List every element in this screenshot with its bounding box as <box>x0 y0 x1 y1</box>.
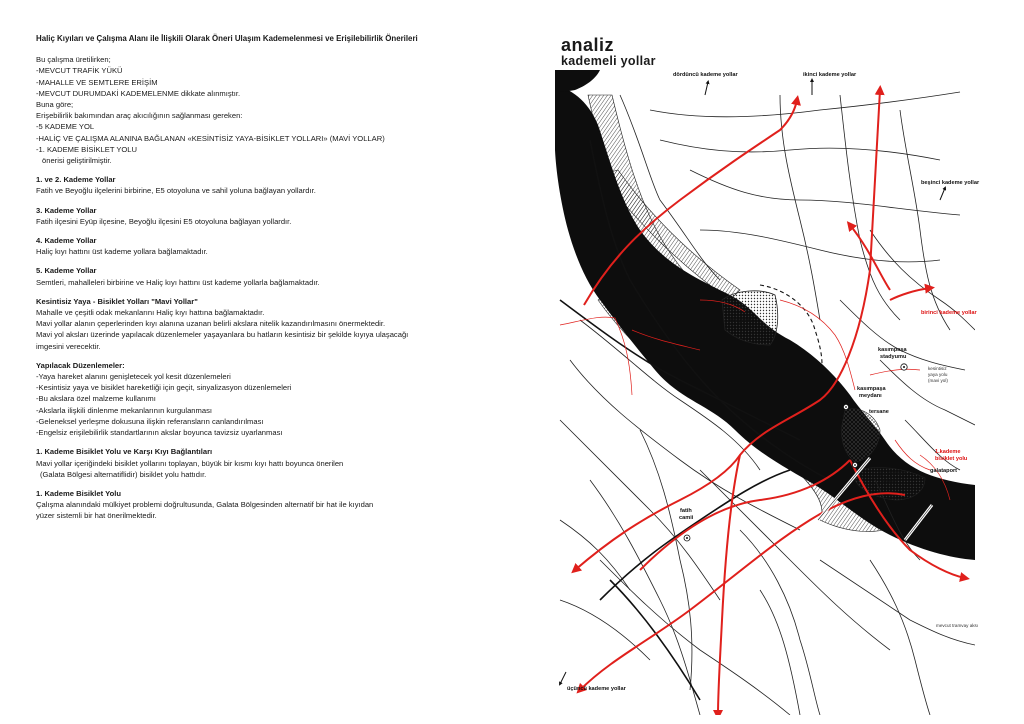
label-dorduncu-kademe: dördüncü kademe yollar <box>673 72 738 78</box>
section-line: Çalışma alanındaki mülkiyet problemi doğrultusunda, Galata Bölgesinden alternatif bir hat ile kıyıdan <box>36 500 374 510</box>
label-kesintisiz-3: (mavi yol) <box>928 378 948 383</box>
map-title: analiz <box>561 35 615 55</box>
label-fatih-camii: fatih <box>680 508 692 514</box>
section-heading: 1. ve 2. Kademe Yollar <box>36 175 116 185</box>
dorduncu-arrow <box>705 82 708 95</box>
section-heading: 5. Kademe Yollar <box>36 266 97 276</box>
map-subtitle: kademeli yollar <box>561 54 656 68</box>
label-kesintisiz-2: yaya yolu <box>928 372 948 377</box>
section-line: yüzer sistemli bir hat önerilmektedir. <box>36 511 157 521</box>
halic-water-upper <box>555 70 600 92</box>
label-persembe-pazari: perşembe <box>880 471 907 477</box>
intro-line: Bu çalışma üretilirken; <box>36 55 111 65</box>
section-line: -Kesintisiz yaya ve bisiklet hareketliği için geçit, sinyalizasyon düzenlemeleri <box>36 383 292 393</box>
section-heading: Kesintisiz Yaya - Bisiklet Yolları "Mavi Yollar" <box>36 296 198 306</box>
ucuncu-arrow <box>560 672 566 684</box>
section-line: Mahalle ve çeşitli odak mekanlarını Haliç kıyı hattına bağlamaktadır. <box>36 308 265 318</box>
label-mevcut-tramvay: mevcut tramvay aksı <box>936 623 979 628</box>
label-besinci-kademe: beşinci kademe yollar <box>921 180 980 186</box>
intro-line: -5 KADEME YOL <box>36 122 95 132</box>
section-heading: 3. Kademe Yollar <box>36 205 97 215</box>
section-line: imgesini verecektir. <box>36 341 101 351</box>
section-line: Mavi yol aksları üzerinde yapılacak düzenlemeler yaşayanlara bu hatların kesintisiz bir şekilde kıyıya ulaşacağı <box>36 330 409 340</box>
label-1-kademe-bisiklet: 1.kademe <box>935 449 961 455</box>
intro-line: -MAHALLE VE SEMTLERE ERİŞİM <box>36 77 158 87</box>
label-ucuncu-kademe: üçüncü kademe yollar <box>567 686 626 692</box>
label-ikinci-kademe: ikinci kademe yollar <box>803 72 857 78</box>
section-line: -Geleneksel yerleşme dokusuna ilişkin referansların canlandırılması <box>36 416 264 426</box>
section-heading: Yapılacak Düzenlemeler: <box>36 360 125 370</box>
label-kasimpasa-stadyumu: kasımpaşa <box>878 347 907 353</box>
section-line: (Galata Bölgesi alternatiflidir) bisiklet yolu hattıdır. <box>40 469 207 479</box>
section-line: -Engelsiz erişilebilirlik standartlarının akslar boyunca tavizsiz uyarlanması <box>36 428 283 438</box>
intro-line: -MEVCUT DURUMDAKİ KADEMELENME dikkate alınmıştır. <box>36 88 241 98</box>
section-line: Mavi yollar alanın çeperlerinden kıyı alanına uzanan belirli akslara nitelik kazandırılmasını önermektedir. <box>36 319 386 329</box>
label-kasimpasa-meydani: kasımpaşa <box>857 386 886 392</box>
label-1-kademe-bisiklet-2: bisiklet yolu <box>935 456 968 462</box>
section-line: Haliç kıyı hattını üst kademe yollara bağlamaktadır. <box>36 247 208 257</box>
intro-line: -1. KADEME BİSİKLET YOLU <box>36 144 138 154</box>
label-kasimpasa-stadyumu-2: stadyumu <box>880 354 907 360</box>
label-kesintisiz: kesintisiz <box>928 366 947 371</box>
label-galataport: galataport <box>930 468 958 474</box>
section-line: Fatih ilçesini Eyüp ilçesine, Beyoğlu ilçesini E5 otoyoluna bağlayan yollardır. <box>36 216 292 226</box>
section-line: -Akslarla ilişkili dinlenme mekanlarının kurgulanması <box>36 405 212 415</box>
label-tersane: tersane <box>869 409 889 415</box>
section-heading: 4. Kademe Yollar <box>36 236 97 246</box>
intro-line: Buna göre; <box>36 100 74 110</box>
intro-line: önerisi geliştirilmiştir. <box>42 156 112 166</box>
label-kasimpasa-meydani-2: meydanı <box>859 393 882 399</box>
section-line: Fatih ve Beyoğlu ilçelerini birbirine, E5 otoyoluna ve sahil yoluna bağlayan yollardır. <box>36 186 316 196</box>
intro-line: -HALİÇ VE ÇALIŞMA ALANINA BAĞLANAN «KESİNTİSİZ YAYA-BİSİKLET YOLLARI» (MAVİ YOLLAR) <box>36 133 385 143</box>
section-line: -Bu akslara özel malzeme kullanımı <box>36 394 156 404</box>
label-persembe-pazari-2: pazarı <box>882 478 899 484</box>
besinci-arrow <box>940 188 945 200</box>
section-line: Mavi yollar içeriğindeki bisiklet yollarını toplayan, büyük bir kısmı kıyı hattı boyunca önerilen <box>36 458 344 468</box>
section-heading: 1. Kademe Bisiklet Yolu ve Karşı Kıyı Bağlantıları <box>36 447 213 457</box>
label-fatih-camii-2: camii <box>679 515 694 521</box>
panel-title: Haliç Kıyıları ve Çalışma Alanı ile İlişkili Olarak Öneri Ulaşım Kademelenmesi ve Erişilebilirlik Önerileri <box>36 34 418 43</box>
section-line: Semtleri, mahalleleri birbirine ve Haliç kıyı hattını üst kademe yollarla bağlamaktadır. <box>36 277 320 287</box>
intro-line: Erişebilirlik bakımından araç akıcılığının sağlanması gereken: <box>36 111 243 121</box>
section-heading: 1. Kademe Bisiklet Yolu <box>36 488 121 498</box>
section-line: -Yaya hareket alanını genişletecek yol kesit düzenlemeleri <box>36 372 231 382</box>
label-halicport: haliçport <box>728 318 752 324</box>
label-birinci-kademe: birinci kademe yollar <box>921 310 977 316</box>
intro-line: -MEVCUT TRAFİK YÜKÜ <box>36 66 123 76</box>
